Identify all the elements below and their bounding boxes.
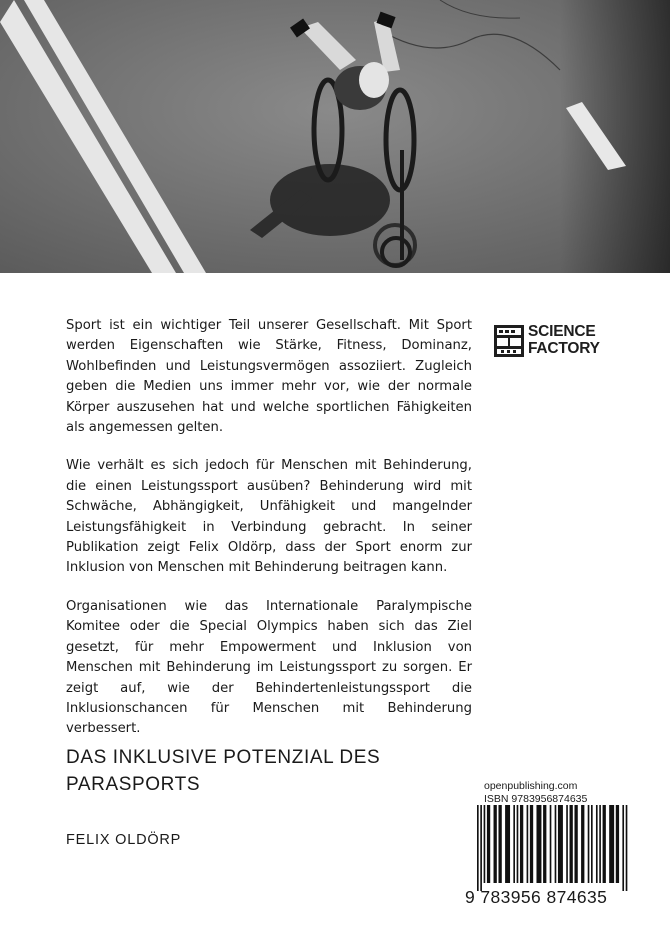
- barcode-bar: [477, 805, 479, 891]
- barcode-bar: [588, 805, 590, 883]
- barcode-bar: [498, 805, 501, 883]
- barcode-bar: [622, 805, 624, 891]
- science-factory-logo-icon: [494, 325, 524, 357]
- isbn-label: ISBN 9783956874635: [484, 793, 588, 805]
- barcode-bar: [480, 805, 482, 891]
- science-factory-logo: [494, 323, 614, 361]
- barcode-bar: [543, 805, 546, 883]
- book-title: [66, 744, 396, 798]
- barcode-bar: [513, 805, 515, 883]
- back-cover-description: [66, 316, 472, 758]
- book-author: FELIX OLDÖRP: [66, 832, 182, 848]
- publisher-website: openpublishing.com: [484, 780, 578, 792]
- logo-line-2: FACTORY: [528, 340, 600, 357]
- barcode-bar: [505, 805, 510, 883]
- barcode-bar: [484, 805, 486, 883]
- barcode-bar: [527, 805, 529, 883]
- description-paragraph-2: Wie verhält es sich jedoch für Menschen mit Behinderung, die einen Leistungssport ausüben? Behinderung wird mit Schwäche, Abhängigkeit, Unfähigkeit und mangelnder Leistungsfähigkeit in Verbindung gebracht. In seiner Publikation zeigt Felix Oldörp, dass der Sport enorm zur Inklusion von Menschen mit Behinderung beitragen kann.: [66, 458, 472, 576]
- barcode-bar: [626, 805, 628, 891]
- wheelchair-racer-icon: [0, 0, 670, 273]
- cover-photo: [0, 0, 670, 273]
- barcode-bar: [591, 805, 593, 883]
- barcode-number: 9 783956 874635: [465, 887, 608, 907]
- barcode-bar: [603, 805, 606, 883]
- barcode-bar: [570, 805, 573, 883]
- barcode-bar: [574, 805, 577, 883]
- barcode-bar: [581, 805, 584, 883]
- barcode-bar: [494, 805, 497, 883]
- logo-wordmark: [528, 323, 600, 357]
- barcode-bars-icon: [477, 805, 629, 891]
- barcode-bar: [517, 805, 519, 883]
- barcode-bar: [487, 805, 490, 883]
- barcode-bar: [599, 805, 601, 883]
- barcode-bar: [555, 805, 557, 883]
- barcode-bar: [609, 805, 614, 883]
- barcode-bar: [558, 805, 563, 883]
- barcode-bar: [536, 805, 541, 883]
- barcode-bar: [530, 805, 533, 883]
- description-paragraph-3: Organisationen wie das Internationale Paralympische Komitee oder die Special Olympics haben sich das Ziel gesetzt, für mehr Empowerment und Inklusion von Menschen mit Behinderung im Leistungssport zu sorgen. Er zeigt auf, wie der Behindertenleistungssport die Inklusionschancen für Menschen mit Behinderung verbessert.: [66, 598, 472, 737]
- book-title-line-1: DAS INKLUSIVE POTENZIAL DES: [66, 747, 381, 768]
- barcode-bar: [596, 805, 598, 883]
- publisher-info: [484, 780, 587, 806]
- barcode-bar: [550, 805, 552, 883]
- barcode-bar: [520, 805, 523, 883]
- description-paragraph-1: Sport ist ein wichtiger Teil unserer Gesellschaft. Mit Sport werden Eigenschaften wie Stärke, Fitness, Dominanz, Wohlbefinden und Leistungsvermögen assoziiert. Zugleich geben die Medien uns immer mehr vor, wie der normale Körper auszusehen hat und welche sportlichen Fähigkeiten als angemessen gelten.: [66, 318, 472, 436]
- barcode-bar: [566, 805, 568, 883]
- barcode: [465, 805, 635, 915]
- book-title-line-2: PARASPORTS: [66, 774, 201, 795]
- logo-line-1: SCIENCE: [528, 323, 596, 340]
- barcode-bar: [616, 805, 619, 883]
